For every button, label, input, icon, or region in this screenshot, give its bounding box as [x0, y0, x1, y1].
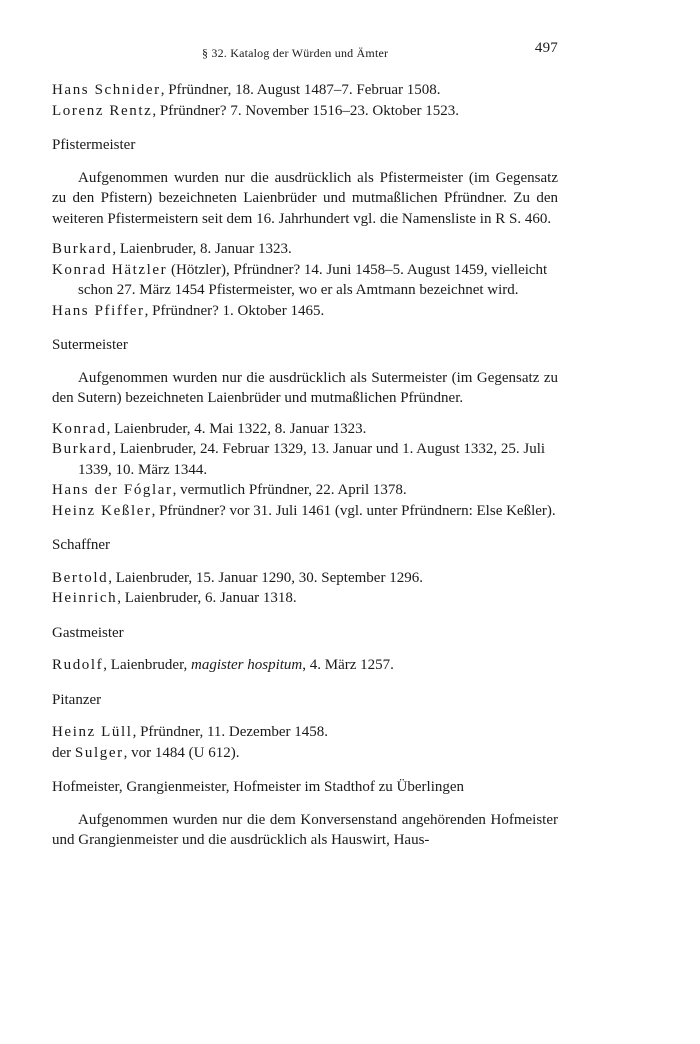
- entries-sutermeister: [52, 419, 558, 522]
- entry-lorenz-rentz: [52, 101, 558, 122]
- entry-text: , Laienbruder, 8. Januar 1323.: [112, 241, 292, 257]
- person-name: Burkard: [52, 441, 113, 457]
- entry-bertold: [52, 568, 558, 589]
- paragraph-hofmeister: Aufgenommen wurden nur die dem Konversenstand angehörenden Hofmeister und Grangienmeister und die ausdrücklich als Hauswirt, Haus-: [52, 811, 558, 848]
- latin-term: magister hospitum: [190, 657, 303, 673]
- document-page: [52, 40, 558, 861]
- section-heading-schaffner: Schaffner: [52, 537, 111, 553]
- entry-text: , Laienbruder,: [103, 657, 191, 673]
- person-name: Rudolf: [52, 657, 104, 673]
- entry-text: , vor 1484 (U 612).: [123, 744, 240, 761]
- section-heading-pitanzer: Pitanzer: [52, 691, 102, 708]
- entries-pitanzer: [52, 722, 558, 763]
- entries-top: [52, 80, 558, 121]
- entry-rudolf: [52, 655, 558, 676]
- entry-text: , Laienbruder, 24. Februar 1329, 13. Januar und 1. August 1332, 25. Juli 1339, 10. März 1344.: [78, 441, 546, 478]
- person-name: Heinrich: [52, 590, 118, 606]
- entry-text: , Laienbruder, 4. Mai 1322, 8. Januar 1323.: [106, 420, 367, 437]
- page-number: 497: [534, 40, 558, 56]
- entry-konrad-haetzler: [52, 260, 558, 301]
- entry-text: , Laienbruder, 6. Januar 1318.: [117, 590, 297, 606]
- entry-hans-schnider: [52, 80, 558, 101]
- section-heading-gastmeister: Gastmeister: [52, 624, 124, 641]
- person-name: Hans Schnider: [52, 82, 161, 98]
- running-head-title: § 32. Katalog der Würden und Ämter: [202, 46, 389, 60]
- person-name: Heinz Lüll: [52, 724, 133, 740]
- entry-konrad: [52, 419, 558, 440]
- person-name: Bertold: [52, 569, 109, 586]
- person-name: Sulger: [74, 744, 124, 761]
- person-name: Konrad Hätzler: [52, 261, 168, 278]
- entry-der-sulger: [52, 743, 558, 764]
- person-name: Lorenz Rentz: [52, 102, 153, 119]
- entry-text: , Pfründner? 7. November 1516–23. Oktober 1523.: [152, 102, 460, 119]
- person-name: Heinz Keßler: [52, 502, 152, 519]
- entry-text: , Pfründner, 11. Dezember 1458.: [132, 724, 329, 740]
- section-heading-hofmeister: Hofmeister, Grangienmeister, Hofmeister im Stadthof zu Überlingen: [52, 779, 465, 795]
- entry-prefix: der: [52, 744, 75, 761]
- section-heading-pfistermeister: Pfistermeister: [52, 137, 136, 153]
- entry-hans-pfiffer: [52, 301, 558, 322]
- entry-text: , Laienbruder, 15. Januar 1290, 30. September 1296.: [108, 569, 423, 586]
- paragraph-sutermeister: Aufgenommen wurden nur die ausdrücklich als Sutermeister (im Gegensatz zu den Sutern) bezeichneten Laienbrüder und mutmaßlichen Pfründner.: [52, 369, 558, 406]
- entries-pfistermeister: [52, 239, 558, 321]
- entry-burkard: [52, 239, 558, 260]
- person-name: Hans der Fóglar: [52, 482, 173, 498]
- entries-schaffner: [52, 568, 558, 609]
- paragraph-pfistermeister: Aufgenommen wurden nur die ausdrücklich als Pfistermeister (im Gegensatz zu den Pfistern) bezeichneten Laienbrüder und mutmaßlichen Pfründner. Zu den weiteren Pfistermeistern seit dem 16. Jahrhundert vgl. die Namensliste in R S. 460.: [52, 169, 558, 227]
- entry-heinz-luell: [52, 722, 558, 743]
- entry-text: , vermutlich Pfründner, 22. April 1378.: [172, 482, 407, 498]
- entry-heinrich: [52, 588, 558, 609]
- entry-text: , Pfründner, 18. August 1487–7. Februar 1508.: [160, 82, 441, 98]
- entry-text: (Hötzler), Pfründner? 14. Juni 1458–5. August 1459, vielleicht schon 27. März 1454 Pfistermeister, wo er als Amtmann bezeichnet wird.: [78, 261, 548, 298]
- person-name: Burkard: [52, 241, 113, 257]
- entry-text: , 4. März 1257.: [302, 657, 394, 673]
- running-head: [52, 40, 558, 64]
- entry-burkard: [52, 439, 558, 480]
- entry-hans-der-foeglar: [52, 480, 558, 501]
- entry-text: , Pfründner? vor 31. Juli 1461 (vgl. unter Pfründnern: Else Keßler).: [151, 502, 556, 519]
- person-name: Hans Pfiffer: [52, 302, 145, 319]
- entry-text: , Pfründner? 1. Oktober 1465.: [144, 302, 325, 319]
- section-heading-sutermeister: Sutermeister: [52, 337, 128, 353]
- entry-heinz-kessler: [52, 501, 558, 522]
- person-name: Konrad: [52, 420, 107, 437]
